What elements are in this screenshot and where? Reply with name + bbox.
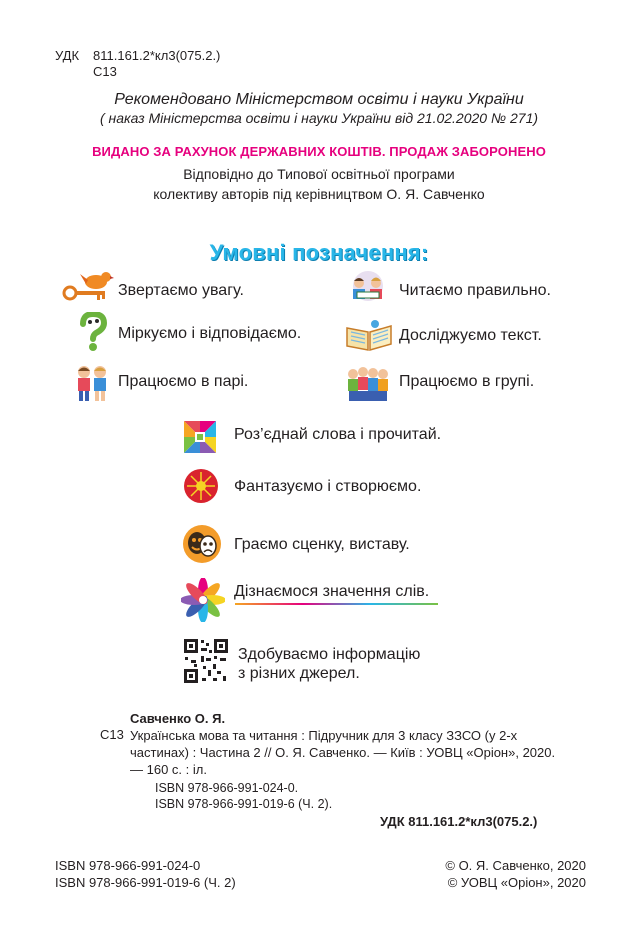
legend-item-pair-work: Працюємо в парі. <box>118 373 249 390</box>
footer-copyright-publisher: © УОВЦ «Оріон», 2020 <box>447 875 586 890</box>
publication-description: Українська мова та читання : Підручник для 3 класу ЗЗСО (у 2-х частинах) : Частина 2 // О. Я. Савченко. — Київ : УОВЦ «Оріон», 2020. — 160 с. : іл. <box>130 728 556 777</box>
free-distribution-banner: ВИДАНО ЗА РАХУНОК ДЕРЖАВНИХ КОШТІВ. ПРОДАЖ ЗАБОРОНЕНО <box>92 144 546 159</box>
open-book-icon <box>345 318 393 352</box>
theater-masks-icon <box>182 524 222 564</box>
legend-item-info-line-2: з різних джерел. <box>238 665 360 682</box>
footer-isbn-1: ISBN 978-966-991-024-0 <box>55 858 201 873</box>
legend-item-fantasize: Фантазуємо і створюємо. <box>234 478 422 495</box>
udk-code: 811.161.2*кл3(075.2.) <box>93 48 221 63</box>
qr-code-icon <box>183 638 229 684</box>
program-line-1: Відповідно до Типової освітньої програми <box>183 166 455 182</box>
legend-title: Умовні позначення: <box>209 240 429 265</box>
publication-code: С13 <box>100 727 124 742</box>
kids-reading-icon <box>345 270 391 304</box>
legend-item-group-work: Працюємо в групі. <box>399 373 535 390</box>
firework-icon <box>183 468 219 504</box>
color-star-icon <box>181 578 225 622</box>
legend-item-think-answer: Міркуємо і відповідаємо. <box>118 325 302 342</box>
recommendation-line-1: Рекомендовано Міністерством освіти і науки України <box>114 91 524 108</box>
program-line-2: колективу авторів під керівництвом О. Я. Савченко <box>153 186 485 202</box>
udk-author-code: С13 <box>93 64 117 79</box>
question-mark-icon <box>76 312 110 352</box>
legend-item-play-scene: Граємо сценку, виставу. <box>234 536 410 553</box>
puzzle-square-icon <box>184 421 216 453</box>
publication-udk: УДК 811.161.2*кл3(075.2.) <box>380 814 538 829</box>
publication-isbn-2: ISBN 978-966-991-019-6 (Ч. 2). <box>155 797 333 811</box>
legend-item-explore-text: Досліджуємо текст. <box>399 327 542 344</box>
group-kids-icon <box>345 364 391 402</box>
udk-label: УДК <box>55 48 80 63</box>
publication-isbn-1: ISBN 978-966-991-024-0. <box>155 781 299 795</box>
legend-item-word-meanings: Дізнаємося значення слів. <box>234 583 430 600</box>
legend-item-split-words: Роз’єднай слова і прочитай. <box>234 426 442 443</box>
footer-copyright-author: © О. Я. Савченко, 2020 <box>445 858 586 873</box>
footer-isbn-2: ISBN 978-966-991-019-6 (Ч. 2) <box>55 875 236 890</box>
udk-top <box>55 48 220 80</box>
bird-key-icon <box>62 268 114 302</box>
color-underline <box>235 603 438 605</box>
recommendation-line-2: ( наказ Міністерства освіти і науки України від 21.02.2020 № 271) <box>99 110 539 126</box>
legend-item-attention: Звертаємо увагу. <box>118 282 244 299</box>
legend-item-info-line-1: Здобуваємо інформацію <box>238 646 421 663</box>
pair-kids-icon <box>72 364 112 402</box>
legend-item-read-correctly: Читаємо правильно. <box>399 282 551 299</box>
publication-author: Савченко О. Я. <box>130 711 226 726</box>
